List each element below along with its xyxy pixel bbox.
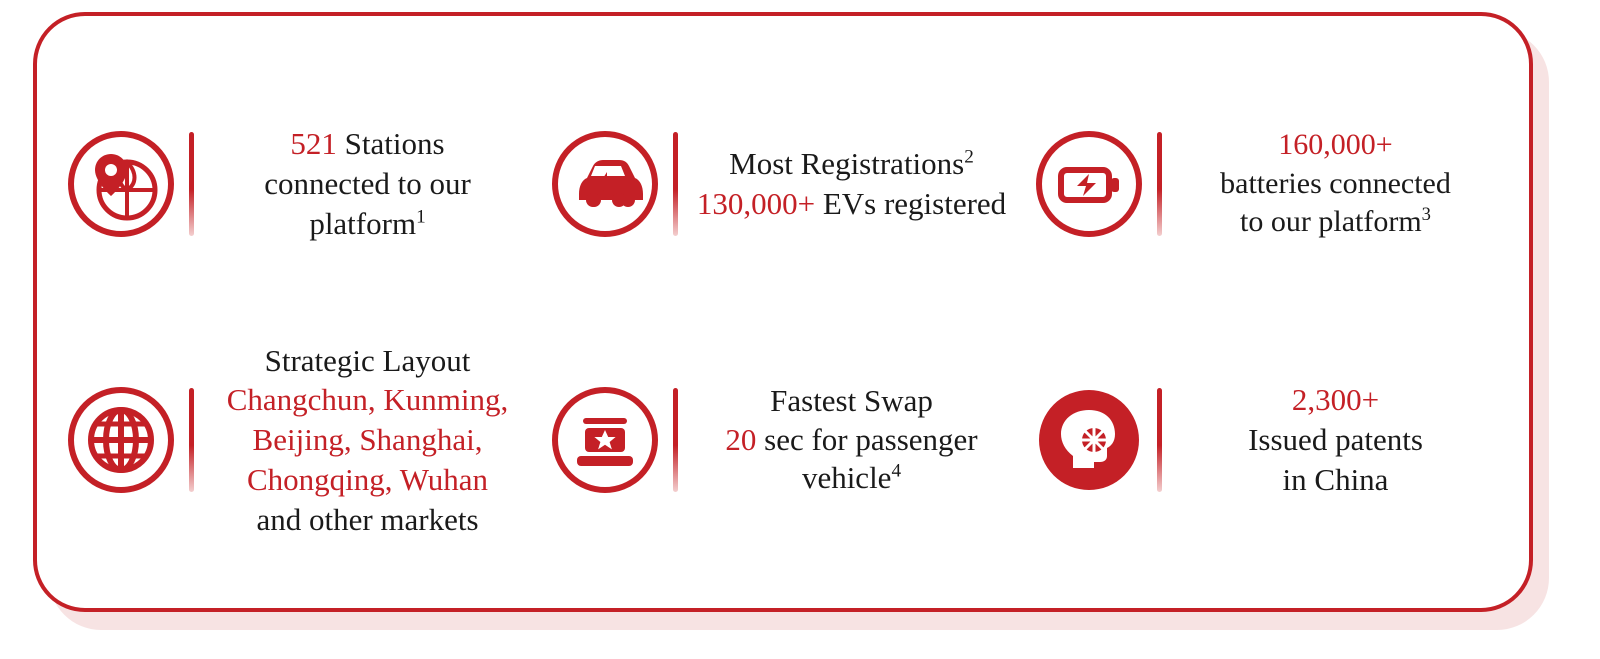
stat-text-line: connected to our xyxy=(264,166,471,202)
head-innovation-icon xyxy=(1031,382,1147,498)
stats-panel-wrapper xyxy=(33,12,1533,612)
stat-text-line: 521 Stations xyxy=(290,126,445,162)
podium-first-place-icon xyxy=(547,382,663,498)
stat-text xyxy=(200,341,535,539)
stat-text-line: Issued patents xyxy=(1248,422,1423,458)
stat-text xyxy=(200,124,535,243)
stat-text-line: 2,300+ xyxy=(1291,382,1380,418)
divider xyxy=(189,388,194,492)
stat-text-line: Most Registrations$^2$ xyxy=(729,146,974,182)
stat-item xyxy=(57,312,541,568)
stat-text-line: 160,000+ xyxy=(1278,128,1393,162)
battery-swap-icon xyxy=(1031,126,1147,242)
stat-text-line: Beijing, Shanghai, xyxy=(252,422,483,458)
stats-panel xyxy=(33,12,1533,612)
stat-text-line: vehicle$^4$ xyxy=(801,460,902,496)
stat-text-line: platform$^1$ xyxy=(309,205,426,241)
stat-text-line: 20 sec for passenger xyxy=(725,421,978,457)
stat-text-line: Chongqing, Wuhan xyxy=(246,461,488,497)
stat-text-line: 130,000+ EVs registered xyxy=(696,186,1007,221)
stats-grid xyxy=(37,16,1529,608)
stat-text xyxy=(684,382,1019,497)
stat-text xyxy=(1168,380,1503,499)
divider xyxy=(673,388,678,492)
divider xyxy=(1157,132,1162,236)
stat-item xyxy=(541,56,1025,312)
stat-item xyxy=(541,312,1025,568)
stat-item xyxy=(1025,312,1509,568)
electric-car-icon xyxy=(547,126,663,242)
globe-location-pin-icon xyxy=(63,126,179,242)
stat-text-line: Changchun, Kunming, xyxy=(226,382,509,418)
stat-text-line: and other markets xyxy=(256,501,479,537)
stat-text-line: batteries connected xyxy=(1220,166,1451,200)
stat-text-line: in China xyxy=(1282,461,1389,497)
stat-text xyxy=(684,144,1019,223)
divider xyxy=(189,132,194,236)
stat-item xyxy=(57,56,541,312)
stat-item xyxy=(1025,56,1509,312)
stat-text xyxy=(1168,126,1503,241)
stat-text-line: Fastest Swap xyxy=(770,383,933,419)
divider xyxy=(1157,388,1162,492)
stat-text-line: Strategic Layout xyxy=(264,342,471,378)
divider xyxy=(673,132,678,236)
stat-text-line: to our platform$^3$ xyxy=(1240,204,1431,239)
globe-grid-icon xyxy=(63,382,179,498)
